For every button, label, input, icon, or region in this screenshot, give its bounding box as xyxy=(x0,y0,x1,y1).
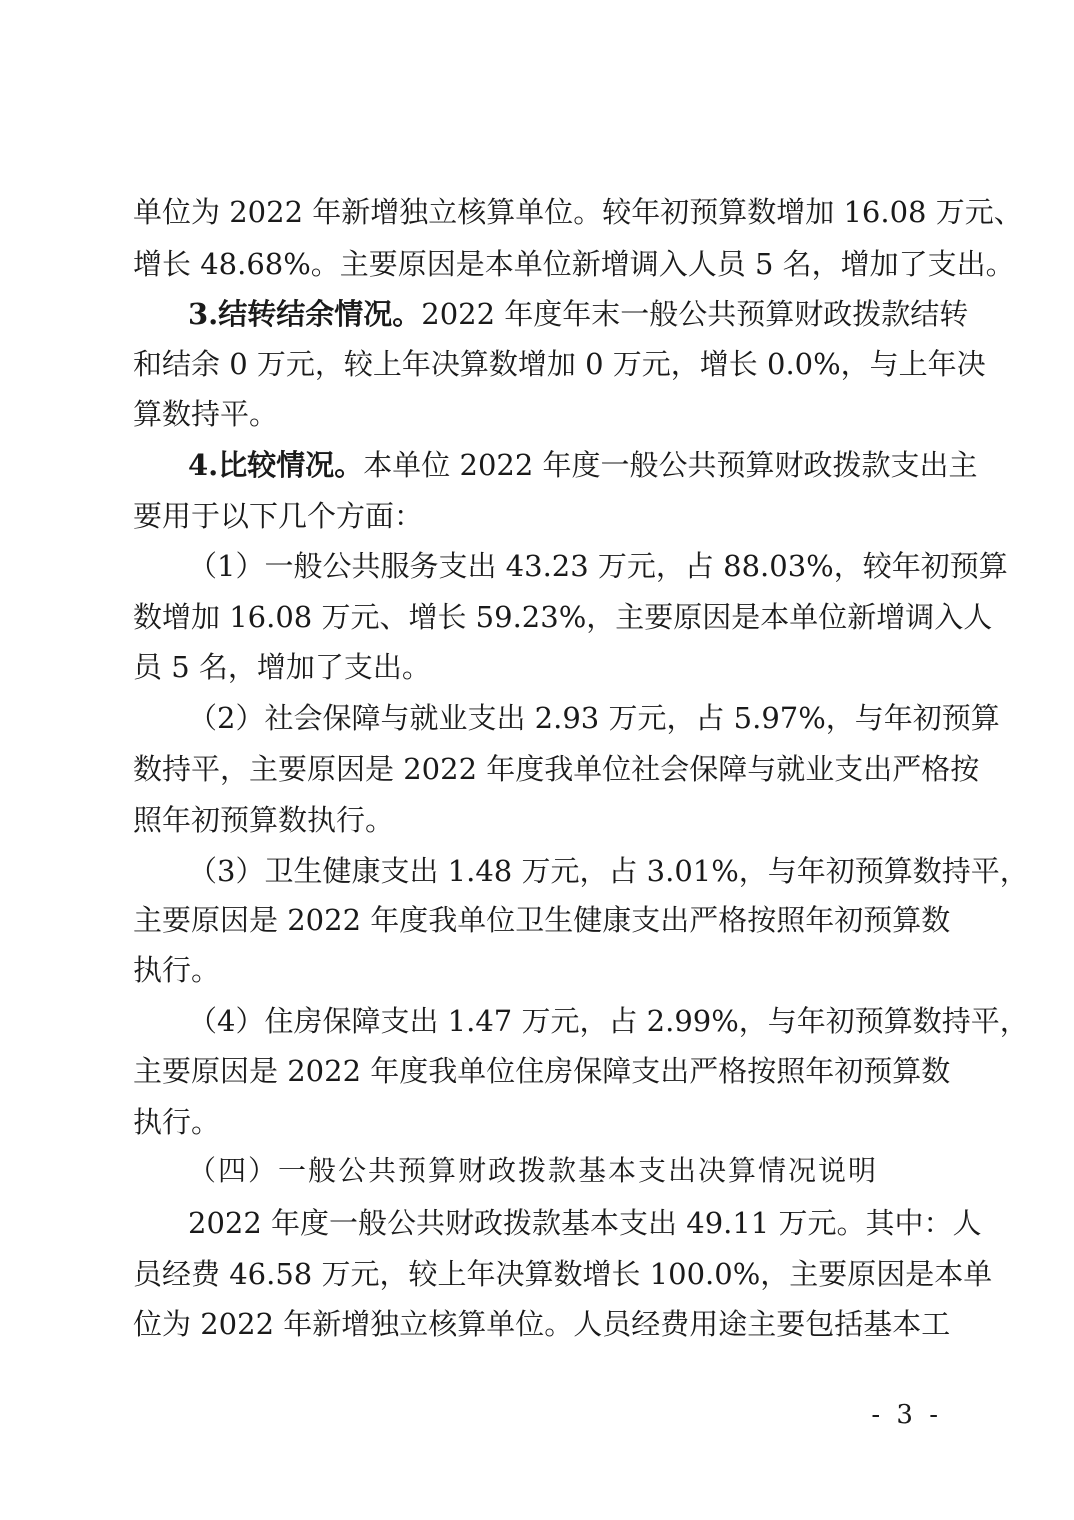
paragraph-line: （3）卫生健康支出 1.48 万元，占 3.01%，与年初预算数持平， xyxy=(188,854,1029,888)
paragraph-line: 增长 48.68%。主要原因是本单位新增调入人员 5 名，增加了支出。 xyxy=(133,247,1015,281)
paragraph-line: （1）一般公共服务支出 43.23 万元，占 88.03%，较年初预算 xyxy=(188,549,1008,583)
paragraph-line: 数持平，主要原因是 2022 年度我单位社会保障与就业支出严格按 xyxy=(133,752,980,786)
paragraph-line: 2022 年度一般公共财政拨款基本支出 49.11 万元。其中：人 xyxy=(188,1206,982,1240)
section-heading-carryover: 3.结转结余情况。 xyxy=(188,297,422,331)
paragraph-line: 主要原因是 2022 年度我单位卫生健康支出严格按照年初预算数 xyxy=(133,903,951,937)
paragraph-line: 位为 2022 年新增独立核算单位。人员经费用途主要包括基本工 xyxy=(133,1307,951,1341)
paragraph-text: 2022 年度年末一般公共预算财政拨款结转 xyxy=(421,297,969,331)
paragraph-line: 执行。 xyxy=(133,1105,221,1139)
paragraph-line: 数增加 16.08 万元、增长 59.23%，主要原因是本单位新增调入人 xyxy=(133,600,993,634)
paragraph-line: 执行。 xyxy=(133,953,221,987)
paragraph-line: 算数持平。 xyxy=(133,397,279,431)
paragraph-line xyxy=(188,294,969,334)
section-heading-comparison: 4.比较情况。 xyxy=(188,448,364,482)
paragraph-line: 要用于以下几个方面： xyxy=(133,499,424,533)
paragraph-line: 主要原因是 2022 年度我单位住房保障支出严格按照年初预算数 xyxy=(133,1054,951,1088)
paragraph-line: 照年初预算数执行。 xyxy=(133,803,395,837)
paragraph-line: 单位为 2022 年新增独立核算单位。较年初预算数增加 16.08 万元、 xyxy=(133,195,1023,229)
page-number: - 3 - xyxy=(871,1400,942,1430)
paragraph-line: 和结余 0 万元，较上年决算数增加 0 万元，增长 0.0%，与上年决 xyxy=(133,347,986,381)
paragraph-line: 员经费 46.58 万元，较上年决算数增长 100.0%，主要原因是本单 xyxy=(133,1257,993,1291)
paragraph-line: （4）住房保障支出 1.47 万元，占 2.99%，与年初预算数持平， xyxy=(188,1004,1029,1038)
paragraph-line: （2）社会保障与就业支出 2.93 万元，占 5.97%，与年初预算 xyxy=(188,701,1000,735)
paragraph-text: 本单位 2022 年度一般公共预算财政拨款支出主 xyxy=(363,448,978,482)
paragraph-line xyxy=(188,445,978,485)
section-heading-basic-expenditure: （四）一般公共预算财政拨款基本支出决算情况说明 xyxy=(188,1154,879,1187)
paragraph-line: 员 5 名，增加了支出。 xyxy=(133,650,431,684)
